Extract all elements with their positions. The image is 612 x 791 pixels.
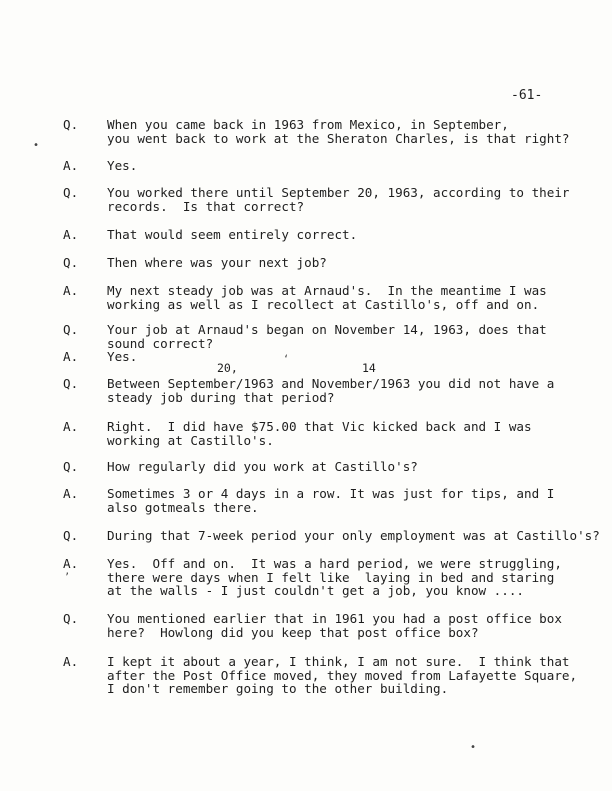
transcript-line: Sometimes 3 or 4 days in a row. It was just for tips, and I bbox=[107, 486, 555, 501]
transcript-line: after the Post Office moved, they moved from Lafayette Square, bbox=[107, 667, 578, 683]
transcript-line: working at Castillo's. bbox=[107, 432, 274, 448]
transcript-line: Your job at Arnaud's began on November 14, 1963, does that bbox=[107, 322, 547, 337]
speaker-label: A. bbox=[63, 349, 79, 364]
transcript-line: here? Howlong did you keep that post office box? bbox=[107, 624, 479, 640]
transcript-line: When you came back in 1963 from Mexico, in September, bbox=[107, 117, 509, 132]
page-number: -61- bbox=[511, 88, 543, 103]
transcript-line: Yes. bbox=[107, 158, 138, 173]
transcript-line: Right. I did have $75.00 that Vic kicked back and I was bbox=[107, 419, 532, 434]
speaker-label: Q. bbox=[63, 117, 79, 132]
stray-mark: ’ bbox=[64, 572, 71, 583]
speaker-label: A. bbox=[63, 419, 79, 434]
transcript-line: also gotmeals there. bbox=[107, 499, 259, 515]
speaker-label: A. bbox=[63, 654, 79, 669]
speaker-label: A. bbox=[63, 227, 79, 242]
speaker-label: A. bbox=[63, 486, 79, 501]
speaker-label: Q. bbox=[63, 611, 79, 626]
speaker-label: Q. bbox=[63, 255, 79, 270]
annotation-20: 20, bbox=[217, 361, 238, 375]
stray-mark: ‘ bbox=[283, 354, 290, 365]
transcript-line: at the walls - I just couldn't get a job, you know .... bbox=[107, 583, 525, 598]
transcript-line: Then where was your next job? bbox=[107, 255, 327, 270]
speaker-label: Q. bbox=[63, 322, 79, 337]
transcript-line: I kept it about a year, I think, I am not sure. I think that bbox=[107, 654, 570, 669]
speaker-label: Q. bbox=[63, 459, 79, 474]
transcript-line: How regularly did you work at Castillo's? bbox=[107, 459, 418, 474]
speaker-label: A. bbox=[63, 158, 79, 173]
speaker-label: Q. bbox=[63, 376, 79, 391]
transcript-line: there were days when I felt like laying in bed and staring bbox=[107, 569, 555, 585]
transcript-line: Yes. bbox=[107, 349, 138, 364]
speaker-label: A. bbox=[63, 283, 79, 298]
speaker-label: Q. bbox=[63, 185, 79, 200]
transcript-line: That would seem entirely correct. bbox=[107, 227, 358, 242]
speaker-label: Q. bbox=[63, 528, 79, 543]
annotation-14: 14 bbox=[362, 361, 376, 375]
transcript-line: Yes. Off and on. It was a hard period, we were struggling, bbox=[107, 556, 562, 571]
transcript-line: During that 7-week period your only employment was at Castillo's? bbox=[107, 528, 600, 543]
transcript-line: you went back to work at the Sheraton Charles, is that right? bbox=[107, 130, 570, 146]
stray-mark: • bbox=[33, 140, 40, 151]
transcript-line: sound correct? bbox=[107, 335, 214, 351]
transcript-line: You worked there until September 20, 1963, according to their bbox=[107, 185, 570, 200]
transcript-line: My next steady job was at Arnaud's. In the meantime I was bbox=[107, 283, 547, 298]
transcript-line: You mentioned earlier that in 1961 you had a post office box bbox=[107, 611, 562, 626]
transcript-line: working as well as I recollect at Castillo's, off and on. bbox=[107, 296, 540, 312]
transcript-line: Between September/1963 and November/1963 you did not have a bbox=[107, 376, 555, 391]
speaker-label: A. bbox=[63, 556, 79, 571]
transcript-line: steady job during that period? bbox=[107, 389, 335, 405]
transcript-line: records. Is that correct? bbox=[107, 198, 305, 214]
stray-mark: • bbox=[470, 742, 477, 753]
transcript-line: I don't remember going to the other building. bbox=[107, 681, 449, 696]
